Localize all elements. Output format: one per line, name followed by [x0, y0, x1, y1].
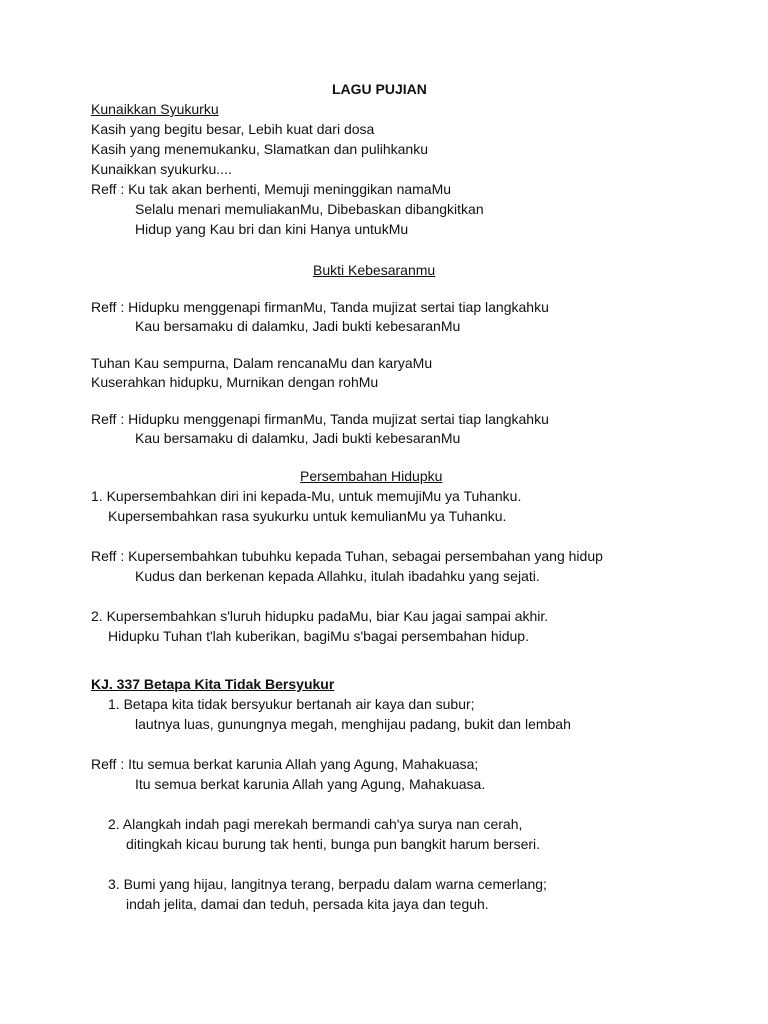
song4-line: Itu semua berkat karunia Allah yang Agung, Mahakuasa. [135, 776, 486, 792]
song2-line: Kau bersamaku di dalamku, Jadi bukti kebesaranMu [135, 430, 461, 446]
song3-line: Hidupku Tuhan t'lah kuberikan, bagiMu s'bagai persembahan hidup. [108, 628, 529, 644]
song4-line: 1. Betapa kita tidak bersyukur bertanah air kaya dan subur; [108, 696, 475, 712]
song4-line: 2. Alangkah indah pagi merekah bermandi cah'ya surya nan cerah, [108, 816, 523, 832]
song3-line: 1. Kupersembahkan diri ini kepada-Mu, untuk memujiMu ya Tuhanku. [91, 488, 522, 504]
song3-line: Reff : Kupersembahkan tubuhku kepada Tuhan, sebagai persembahan yang hidup [91, 548, 603, 564]
page-title: LAGU PUJIAN [332, 81, 427, 97]
song3-line: Kudus dan berkenan kepada Allahku, itulah ibadahku yang sejati. [135, 568, 540, 584]
song1-line: Kasih yang begitu besar, Lebih kuat dari dosa [91, 121, 375, 137]
song3-line: Kupersembahkan rasa syukurku untuk kemulianMu ya Tuhanku. [108, 508, 507, 524]
song2-line: Kau bersamaku di dalamku, Jadi bukti kebesaranMu [135, 318, 461, 334]
song3-line: 2. Kupersembahkan s'luruh hidupku padaMu, biar Kau jagai sampai akhir. [91, 608, 549, 624]
song2-line: Reff : Hidupku menggenapi firmanMu, Tanda mujizat sertai tiap langkahku [91, 411, 549, 427]
song1-line: Hidup yang Kau bri dan kini Hanya untukMu [135, 221, 409, 237]
song4-line: lautnya luas, gunungnya megah, menghijau padang, bukit dan lembah [135, 716, 571, 732]
song3-title: Persembahan Hidupku [300, 468, 443, 484]
song2-line: Tuhan Kau sempurna, Dalam rencanaMu dan karyaMu [91, 355, 433, 371]
song4-line: 3. Bumi yang hijau, langitnya terang, berpadu dalam warna cemerlang; [108, 876, 547, 892]
song4-line: Reff : Itu semua berkat karunia Allah yang Agung, Mahakuasa; [91, 756, 479, 772]
song2-title: Bukti Kebesaranmu [313, 262, 436, 278]
song1-line: Kunaikkan syukurku.... [91, 161, 232, 177]
song4-line: indah jelita, damai dan teduh, persada kita jaya dan teguh. [126, 896, 489, 912]
song1-title: Kunaikkan Syukurku [91, 101, 219, 117]
song4-line: ditingkah kicau burung tak henti, bunga pun bangkit harum berseri. [126, 836, 541, 852]
song2-line: Kuserahkan hidupku, Murnikan dengan rohMu [91, 374, 379, 390]
song4-title: KJ. 337 Betapa Kita Tidak Bersyukur [91, 676, 335, 692]
song2-line: Reff : Hidupku menggenapi firmanMu, Tanda mujizat sertai tiap langkahku [91, 299, 549, 315]
song1-line: Reff : Ku tak akan berhenti, Memuji meninggikan namaMu [91, 181, 452, 197]
song1-line: Kasih yang menemukanku, Slamatkan dan pulihkanku [91, 141, 428, 157]
song1-line: Selalu menari memuliakanMu, Dibebaskan dibangkitkan [135, 201, 484, 217]
